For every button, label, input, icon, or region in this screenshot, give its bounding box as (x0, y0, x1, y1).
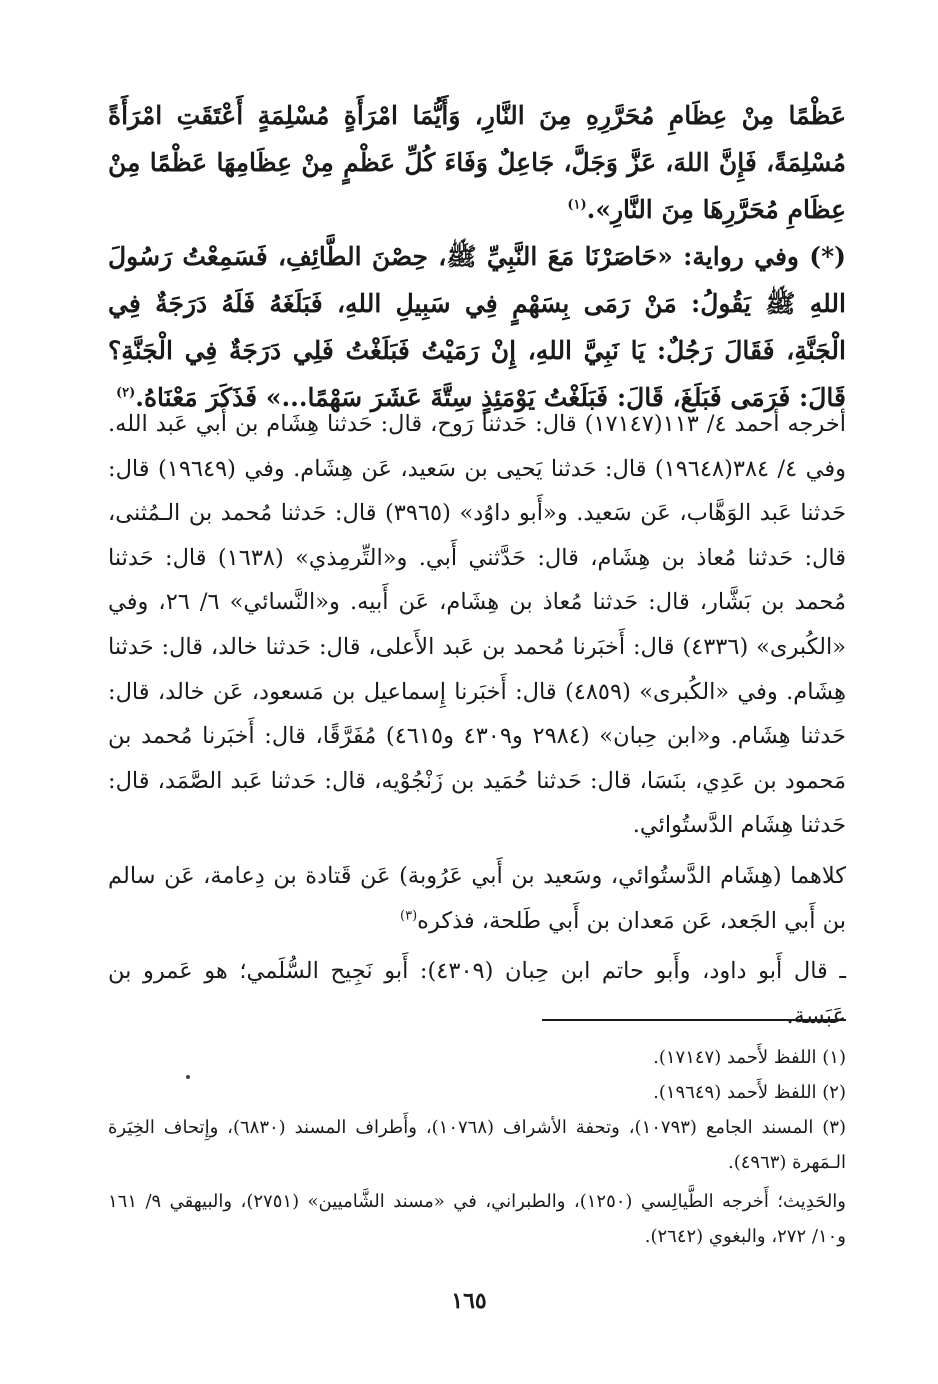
hadith-text (108, 92, 846, 421)
footnote-1: (١) اللفظ لأَحمد (١٧١٤٧). (653, 1047, 846, 1068)
footnotes (108, 1040, 846, 1254)
takhrij-paragraph-1: أخرجه أحمد ٤/ ١١٣(١٧١٤٧) قال: حَدثنا رَوح، قال: حَدثنا هِشَام بن أَبي عَبد الله. وفي ٤/ ٣٨٤(١٩٦٤٨) قال: حَدثنا يَحيى بن سَعيد، عَن هِشَام. وفي (١٩٦٤٩) قال: حَدثنا عَبد الوَهَّاب، عَن سَعيد. و«أَبو داوُد» (٣٩٦٥) قال: حَدثنا مُحمد بن الـمُثنى، قال: حَدثنا مُعاذ بن هِشَام، قال: حَدَّثني أَبي. و«التِّرمِذي» (١٦٣٨) قال: حَدثنا مُحمد بن بَشَّار، قال: حَدثنا مُعاذ بن هِشَام، عَن أَبيه. و«النَّسائي» ٦/ ٢٦، وفي «الكُبرى» (٤٣٣٦) قال: أَخبَرنا مُحمد بن عَبد الأَعلى، قال: حَدثنا خالد، قال: حَدثنا هِشَام. وفي «الكُبرى» (٤٨٥٩) قال: أَخبَرنا إِسماعيل بن مَسعود، عَن خالد، قال: حَدثنا هِشَام. و«ابن حِبان» (٢٩٨٤ و٤٣٠٩ و٤٦١٥) مُفَرَّقًا، قال: أَخبَرنا مُحمد بن مَحمود بن عَدِي، بنَسَا، قال: حَدثنا حُمَيد بن زَنْجُوْيه، قال: حَدثنا عَبد الصَّمَد، قال: حَدثنا هِشَام الدَّستُوائي. (108, 411, 847, 839)
footnote-3: (٣) المسند الجامع (١٠٧٩٣)، وتحفة الأشراف (١٠٧٦٨)، وأَطراف المسند (٦٨٣٠)، وإِتحاف الخِيَرة الـمَهرة (٤٩٦٣). (108, 1117, 846, 1173)
takhrij-paragraph-2-text: كلاهما (هِشَام الدَّستُوائي، وسَعيد بن أَبي عَرُوبة) عَن قَتادة بن دِعامة، عَن سالم بن أَبي الجَعد، عَن مَعدان بن أَبي طَلحة، فذكره (108, 862, 846, 934)
footnote-separator (542, 1019, 846, 1021)
hadith-paragraph-1 (108, 92, 846, 233)
hadith-paragraph-2 (108, 233, 846, 421)
takhrij-text (108, 402, 846, 1038)
hadith-paragraph-1-text: عَظْمًا مِنْ عِظَامِ مُحَرَّرِهِ مِنَ النَّارِ، وَأَيُّمَا امْرَأَةٍ مُسْلِمَةٍ أَعْتَقَتِ امْرَأَةً مُسْلِمَةً، فَإِنَّ اللهَ، عَزَّ وَجَلَّ، جَاعِلٌ وَفَاءَ كُلِّ عَظْمٍ مِنْ عِظَامِهَا عَظْمًا مِنْ عِظَامِ مُحَرَّرِهَا مِنَ النَّارِ». (108, 101, 846, 224)
footnote-2: (٢) اللفظ لأَحمد (١٩٦٤٩). (653, 1082, 846, 1103)
footnote-ref-3: (٣) (400, 908, 418, 924)
footnote-ref-2: (٢) (115, 385, 136, 401)
footnote-ref-1: (١) (567, 197, 587, 213)
takhrij-paragraph-2 (108, 854, 846, 943)
footnote-4: والحَدِيث؛ أَخرجه الطَّيالِسي (١٢٥٠)، والطبراني، في «مسند الشَّاميين» (٢٧٥١)، والبيهقي ٩/ ١٦١ و١٠/ ٢٧٢، والبغوي (٢٦٤٢). (108, 1191, 846, 1247)
takhrij-paragraph-3: ـ قال أَبو داود، وأَبو حاتم ابن حِبان (٤٣٠٩): أَبو نَجِيح السُّلَمي؛ هو عَمرو بن عَبَسة. (108, 958, 846, 1029)
hadith-paragraph-2-text: (*) وفي رواية: «حَاصَرْنَا مَعَ النَّبِيِّ ﷺ، حِصْنَ الطَّائِفِ، فَسَمِعْتُ رَسُولَ اللهِ ﷺ يَقُولُ: مَنْ رَمَى بِسَهْمٍ فِي سَبِيلِ اللهِ، فَبَلَغَهُ فَلَهُ دَرَجَةٌ فِي الْجَنَّةِ، فَقَالَ رَجُلٌ: يَا نَبِيَّ اللهِ، إِنْ رَمَيْتُ فَبَلَغْتُ فَلِي دَرَجَةٌ فِي الْجَنَّةِ؟ قَالَ: فَرَمَى فَبَلَغَ، قَالَ: فَبَلَغْتُ يَوْمَئِذٍ سِتَّةَ عَشَرَ سَهْمًا...» فَذَكَرَ مَعْنَاهُ. (108, 242, 846, 412)
page-number: ١٦٥ (451, 1288, 487, 1314)
